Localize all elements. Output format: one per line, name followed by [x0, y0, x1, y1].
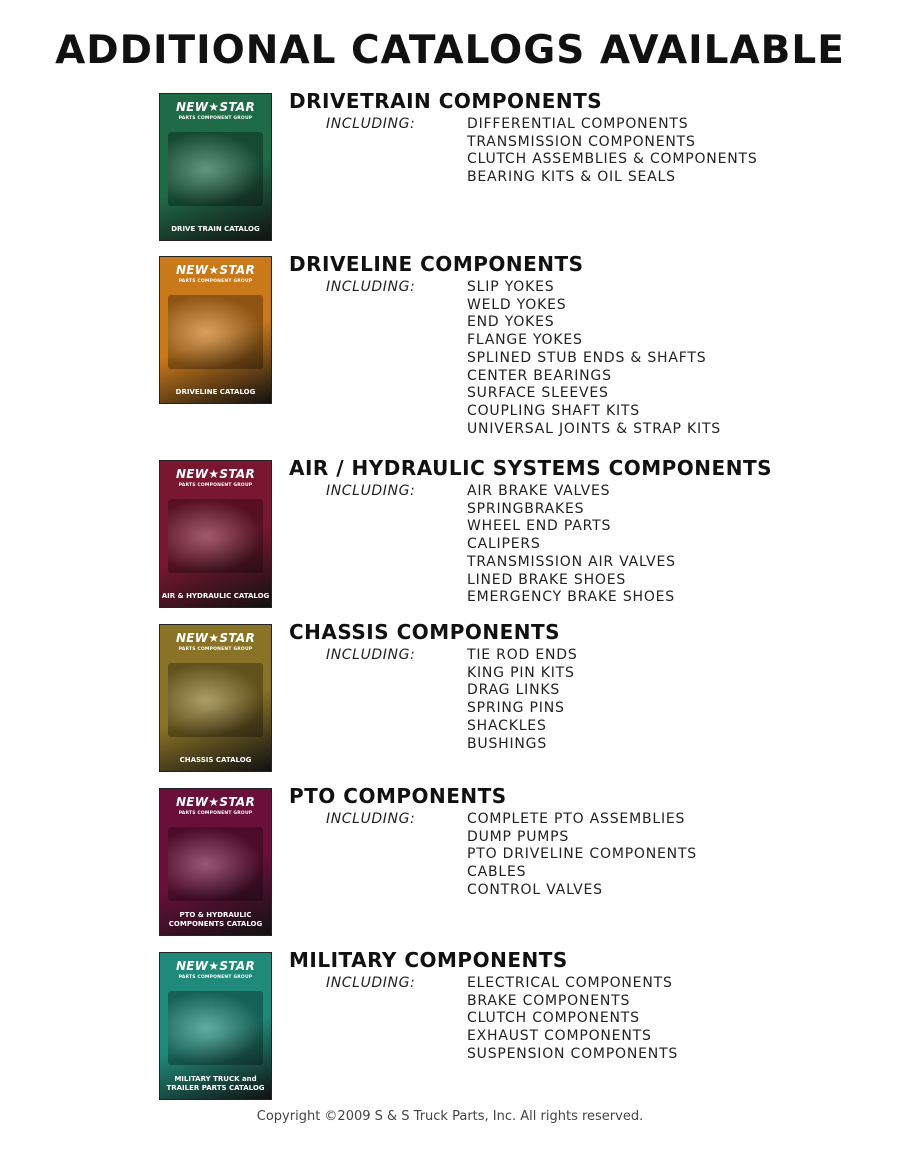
list-item: DRAG LINKS	[467, 682, 561, 699]
catalog-cover-image	[159, 952, 272, 1100]
list-item: KING PIN KITS	[467, 664, 575, 681]
list-item: PTO DRIVELINE COMPONENTS	[467, 846, 697, 863]
star-icon: ★	[208, 795, 220, 809]
catalog-heading: PTO COMPONENTS	[289, 784, 507, 808]
list-item: WHEEL END PARTS	[467, 518, 612, 535]
list-item: SURFACE SLEEVES	[467, 385, 609, 402]
list-item: SLIP YOKES	[467, 279, 555, 295]
list-item: DUMP PUMPS	[467, 828, 570, 845]
list-item: ELECTRICAL COMPONENTS	[467, 975, 673, 991]
catalog-heading: DRIVETRAIN COMPONENTS	[289, 89, 603, 113]
list-item: SUSPENSION COMPONENTS	[467, 1045, 679, 1062]
including-label: INCLUDING:	[326, 647, 416, 663]
list-item: EMERGENCY BRAKE SHOES	[467, 589, 675, 606]
list-item: TRANSMISSION AIR VALVES	[467, 553, 676, 570]
list-item: SHACKLES	[467, 717, 547, 734]
list-item: BEARING KITS & OIL SEALS	[467, 169, 676, 186]
star-icon: ★	[208, 467, 220, 481]
catalog-heading: MILITARY COMPONENTS	[289, 948, 568, 972]
list-item: TRANSMISSION COMPONENTS	[467, 133, 696, 150]
list-item: LINED BRAKE SHOES	[467, 571, 627, 588]
list-item: CALIPERS	[467, 536, 541, 553]
list-item: SPRINGBRAKES	[467, 500, 585, 517]
newstar-logo: NEW★STAR	[175, 795, 256, 809]
list-item: EXHAUST COMPONENTS	[467, 1028, 652, 1045]
cover-subtitle: PARTS COMPONENT GROUP	[178, 279, 253, 284]
list-item: SPLINED STUB ENDS & SHAFTS	[467, 349, 707, 366]
cover-subtitle: PARTS COMPONENT GROUP	[178, 647, 253, 652]
newstar-logo: NEW★STAR	[175, 467, 256, 481]
including-label: INCLUDING:	[326, 483, 416, 499]
star-icon: ★	[208, 631, 220, 645]
list-item: CABLES	[467, 864, 527, 881]
copyright-notice: Copyright ©2009 S & S Truck Parts, Inc. All rights reserved.	[256, 1109, 644, 1124]
catalog-cover-image	[159, 624, 272, 772]
catalog-heading: AIR / HYDRAULIC SYSTEMS COMPONENTS	[289, 456, 772, 480]
cover-product-photo	[168, 295, 263, 369]
list-item: END YOKES	[467, 314, 555, 331]
list-item: DIFFERENTIAL COMPONENTS	[467, 116, 689, 132]
list-item: WELD YOKES	[467, 296, 567, 313]
cover-caption: PTO & HYDRAULIC COMPONENTS CATALOG	[168, 911, 263, 928]
including-label: INCLUDING:	[326, 279, 416, 295]
list-item: CONTROL VALVES	[467, 881, 603, 898]
cover-subtitle: PARTS COMPONENT GROUP	[178, 483, 253, 488]
cover-product-photo	[168, 827, 263, 901]
list-item: FLANGE YOKES	[467, 332, 583, 349]
star-icon: ★	[208, 959, 220, 973]
catalog-item-list	[467, 975, 678, 1064]
list-item: BUSHINGS	[467, 735, 548, 752]
cover-caption: DRIVELINE CATALOG	[175, 388, 256, 396]
list-item: CENTER BEARINGS	[467, 367, 612, 384]
list-item: COMPLETE PTO ASSEMBLIES	[467, 811, 686, 827]
cover-caption: DRIVE TRAIN CATALOG	[171, 225, 260, 233]
including-label: INCLUDING:	[326, 116, 416, 132]
catalog-item-list	[467, 811, 697, 900]
catalog-item-list	[467, 116, 758, 187]
cover-product-photo	[168, 991, 263, 1065]
catalog-cover-image	[159, 460, 272, 608]
cover-subtitle: PARTS COMPONENT GROUP	[178, 811, 253, 816]
list-item: SPRING PINS	[467, 700, 565, 717]
cover-product-photo	[168, 499, 263, 573]
cover-subtitle: PARTS COMPONENT GROUP	[178, 975, 253, 980]
cover-product-photo	[168, 132, 263, 206]
page-title: ADDITIONAL CATALOGS AVAILABLE	[55, 28, 845, 73]
star-icon: ★	[208, 100, 220, 114]
catalog-heading: CHASSIS COMPONENTS	[289, 620, 561, 644]
list-item: TIE ROD ENDS	[467, 647, 578, 663]
list-item: COUPLING SHAFT KITS	[467, 402, 640, 419]
cover-subtitle: PARTS COMPONENT GROUP	[178, 116, 253, 121]
list-item: BRAKE COMPONENTS	[467, 992, 631, 1009]
including-label: INCLUDING:	[326, 975, 416, 991]
catalog-item-list	[467, 279, 721, 438]
including-label: INCLUDING:	[326, 811, 416, 827]
cover-product-photo	[168, 663, 263, 737]
cover-caption: AIR & HYDRAULIC CATALOG	[161, 592, 270, 600]
catalog-heading: DRIVELINE COMPONENTS	[289, 252, 584, 276]
star-icon: ★	[208, 263, 220, 277]
newstar-logo: NEW★STAR	[175, 100, 256, 114]
list-item: CLUTCH ASSEMBLIES & COMPONENTS	[467, 151, 758, 168]
catalog-cover-image	[159, 93, 272, 241]
newstar-logo: NEW★STAR	[175, 631, 256, 645]
cover-caption: MILITARY TRUCK and TRAILER PARTS CATALOG	[166, 1075, 265, 1092]
catalog-item-list	[467, 647, 578, 753]
list-item: AIR BRAKE VALVES	[467, 483, 611, 499]
list-item: CLUTCH COMPONENTS	[467, 1010, 640, 1027]
catalog-cover-image	[159, 788, 272, 936]
catalog-cover-image	[159, 256, 272, 404]
list-item: UNIVERSAL JOINTS & STRAP KITS	[467, 420, 721, 437]
newstar-logo: NEW★STAR	[175, 263, 256, 277]
catalog-item-list	[467, 483, 676, 607]
newstar-logo: NEW★STAR	[175, 959, 256, 973]
cover-caption: CHASSIS CATALOG	[179, 756, 252, 764]
